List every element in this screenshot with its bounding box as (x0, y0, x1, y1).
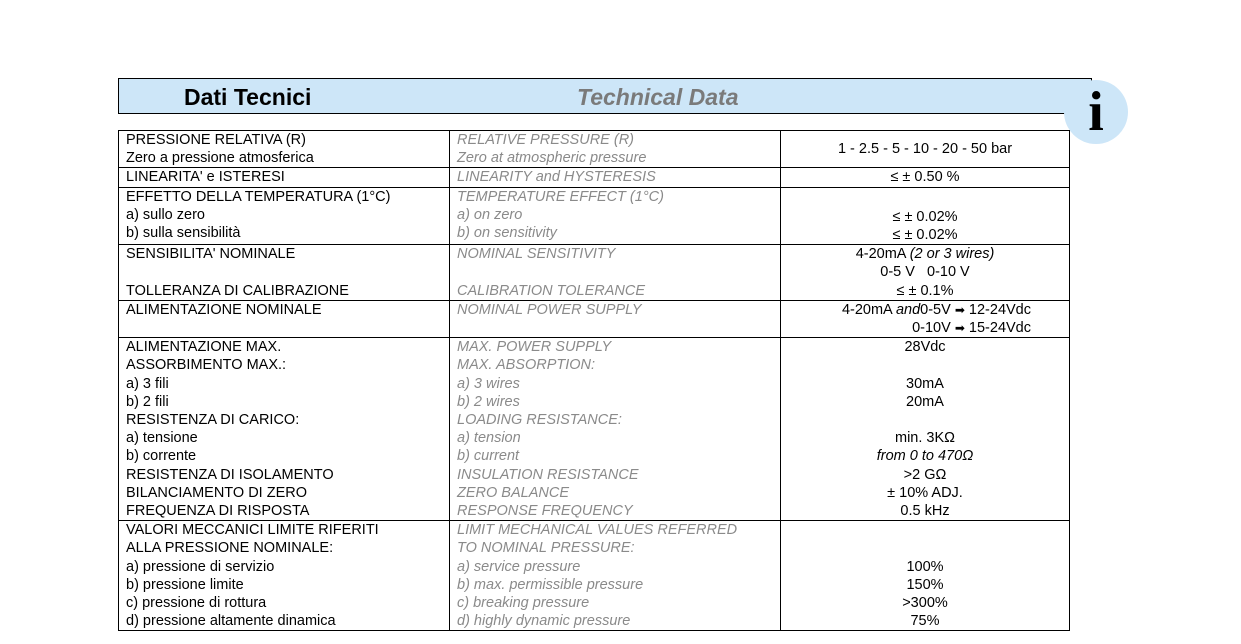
section-header (118, 78, 1092, 114)
arrow-right-icon: ➡ (954, 302, 965, 317)
table-row: ALIMENTAZIONE MAX. ASSORBIMENTO MAX.: a) 3 fili b) 2 fili RESISTENZA DI CARICO: a) tensione b) corrente RESISTENZA DI ISOLAMENTO BILANCIAMENTO DI ZERO FREQUENZA DI RISPOSTA MAX. POWER SUPPLY MAX. ABSORPTION: a) 3 wires b) 2 wires LOADING RESISTANCE: a) tension b) current INSULATION RESISTANCE ZERO BALANCE RESPONSE FREQUENCY 28Vdc 30mA 20mA min. 3KΩ from 0 to 470Ω >2 GΩ ± 10% ADJ. 0.5 kHz (119, 338, 1070, 521)
table-row: SENSIBILITA' NOMINALE TOLLERANZA DI CALIBRAZIONE NOMINAL SENSITIVITY CALIBRATION TOLERANCE 4-20mA (2 or 3 wires) 0-5 V 0-10 V ≤ ± 0.1% (119, 245, 1070, 301)
info-icon: i (1064, 80, 1128, 144)
title-italian: Dati Tecnici (184, 84, 312, 110)
technical-data-table (118, 130, 1070, 631)
arrow-right-icon: ➡ (954, 321, 965, 336)
table-row: VALORI MECCANICI LIMITE RIFERITI ALLA PRESSIONE NOMINALE: a) pressione di servizio b) pressione limite c) pressione di rottura d) pressione altamente dinamica LIMIT MECHANICAL VALUES REFERRED TO NOMINAL PRESSURE: a) service pressure b) max. permissible pressure c) breaking pressure d) highly dynamic pressure 100% 150% >300% 75% (119, 521, 1070, 631)
table-row: PRESSIONE RELATIVA (R) Zero a pressione atmosferica RELATIVE PRESSURE (R) Zero at atmospheric pressure 1 - 2.5 - 5 - 10 - 20 - 50 bar (119, 131, 1070, 168)
table-row: LINEARITA' e ISTERESI LINEARITY and HYSTERESIS ≤ ± 0.50 % (119, 168, 1070, 187)
title-english: Technical Data (577, 84, 739, 110)
table-row: EFFETTO DELLA TEMPERATURA (1°C) a) sullo zero b) sulla sensibilità TEMPERATURE EFFECT (1°C) a) on zero b) on sensitivity ≤ ± 0.02% ≤ ± 0.02% (119, 187, 1070, 245)
table-row: ALIMENTAZIONE NOMINALE NOMINAL POWER SUPPLY 4-20mA and0-5V ➡ 12-24Vdc 0-10V ➡ 15-24Vdc (119, 300, 1070, 337)
